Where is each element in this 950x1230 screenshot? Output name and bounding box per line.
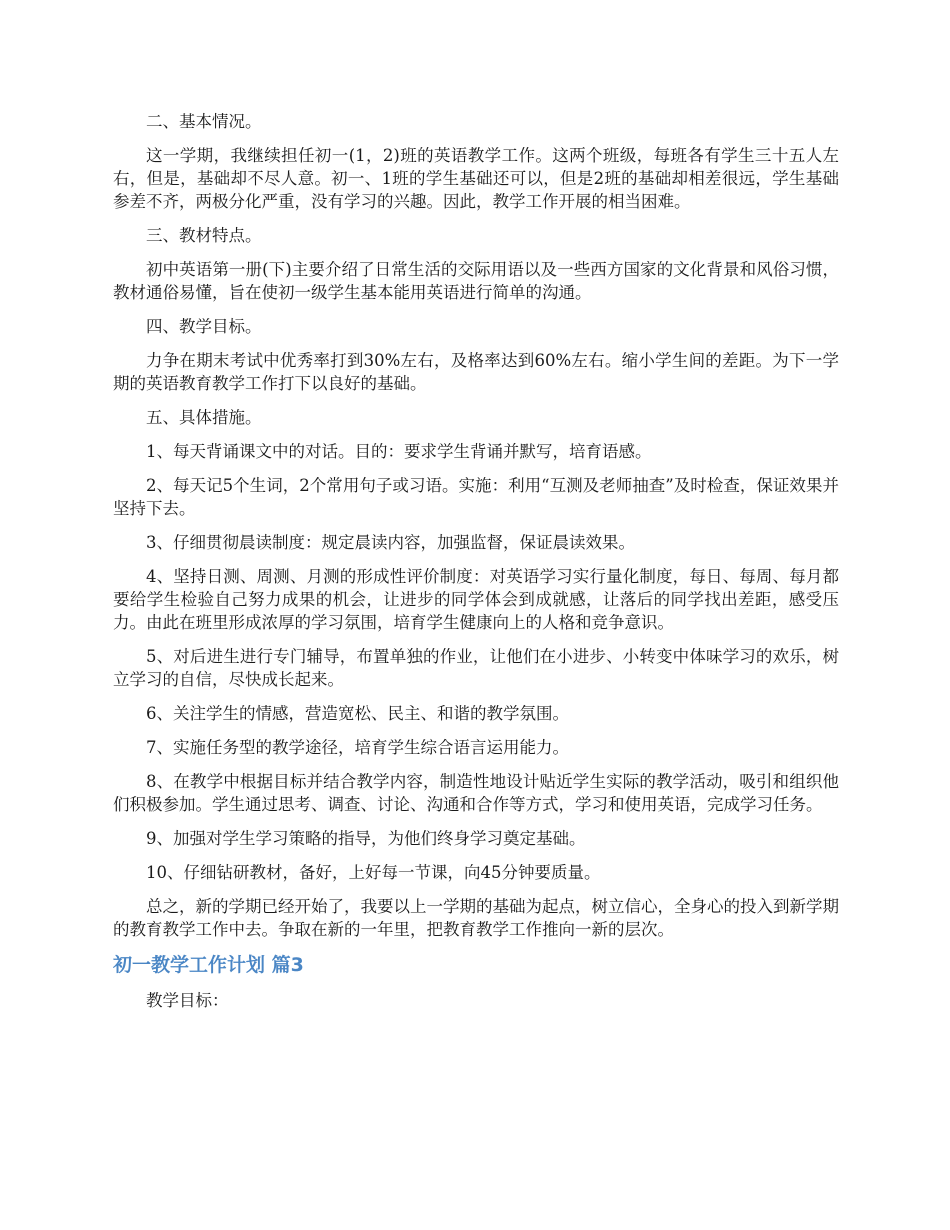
measure-item-4: 4、坚持日测、周测、月测的形成性评价制度：对英语学习实行量化制度，每日、每周、每月都要给学生检验自己努力成果的机会，让进步的同学体会到成就感，让落后的同学找出差距，感受压力。由此在班里形成浓厚的学习氛围，培育学生健康向上的人格和竞争意识。 <box>113 567 839 632</box>
section-title-teaching-goals: 四、教学目标。 <box>146 317 262 336</box>
paragraph-teaching-objectives-label: 教学目标： <box>146 991 229 1010</box>
measure-item-3: 3、仔细贯彻晨读制度：规定晨读内容，加强监督，保证晨读效果。 <box>146 533 635 552</box>
paragraph-textbook-features: 初中英语第一册(下)主要介绍了日常生活的交际用语以及一些西方国家的文化背景和风俗习惯，教材通俗易懂，旨在使初一级学生基本能用英语进行简单的沟通。 <box>113 260 839 302</box>
measure-item-1: 1、每天背诵课文中的对话。目的：要求学生背诵并默写，培育语感。 <box>146 442 652 461</box>
section-title-textbook-features: 三、教材特点。 <box>146 226 262 245</box>
measure-item-5: 5、对后进生进行专门辅导，布置单独的作业，让他们在小进步、小转变中体味学习的欢乐，树立学习的自信，尽快成长起来。 <box>113 647 839 689</box>
paragraph-teaching-goals: 力争在期末考试中优秀率打到30%左右，及格率达到60%左右。缩小学生间的差距。为下一学期的英语教育教学工作打下以良好的基础。 <box>113 351 839 393</box>
paragraph-conclusion: 总之，新的学期已经开始了，我要以上一学期的基础为起点，树立信心，全身心的投入到新学期的教育教学工作中去。争取在新的一年里，把教育教学工作推向一新的层次。 <box>113 897 839 939</box>
measure-item-9: 9、加强对学生学习策略的指导，为他们终身学习奠定基础。 <box>146 829 586 848</box>
section-heading: 初一教学工作计划 篇3 <box>113 954 304 976</box>
document-page <box>113 110 839 1023</box>
section-title-measures: 五、具体措施。 <box>146 408 262 427</box>
paragraph-basic-situation: 这一学期，我继续担任初一(1，2)班的英语教学工作。这两个班级，每班各有学生三十五人左右，但是，基础却不尽人意。初一、1班的学生基础还可以，但是2班的基础却相差很远，学生基础参差不齐，两极分化严重，没有学习的兴趣。因此，教学工作开展的相当困难。 <box>113 146 839 211</box>
section-title-basic-situation: 二、基本情况。 <box>146 112 262 131</box>
measure-item-10: 10、仔细钻研教材，备好，上好每一节课，向45分钟要质量。 <box>146 863 601 882</box>
measure-item-8: 8、在教学中根据目标并结合教学内容，制造性地设计贴近学生实际的教学活动，吸引和组织他们积极参加。学生通过思考、调查、讨论、沟通和合作等方式，学习和使用英语，完成学习任务。 <box>113 772 839 814</box>
measure-item-6: 6、关注学生的情感，营造宽松、民主、和谐的教学氛围。 <box>146 704 569 723</box>
measure-item-7: 7、实施任务型的教学途径，培育学生综合语言运用能力。 <box>146 738 569 757</box>
measure-item-2: 2、每天记5个生词，2个常用句子或习语。实施：利用“互测及老师抽查”及时检查，保证效果并坚持下去。 <box>113 476 839 518</box>
